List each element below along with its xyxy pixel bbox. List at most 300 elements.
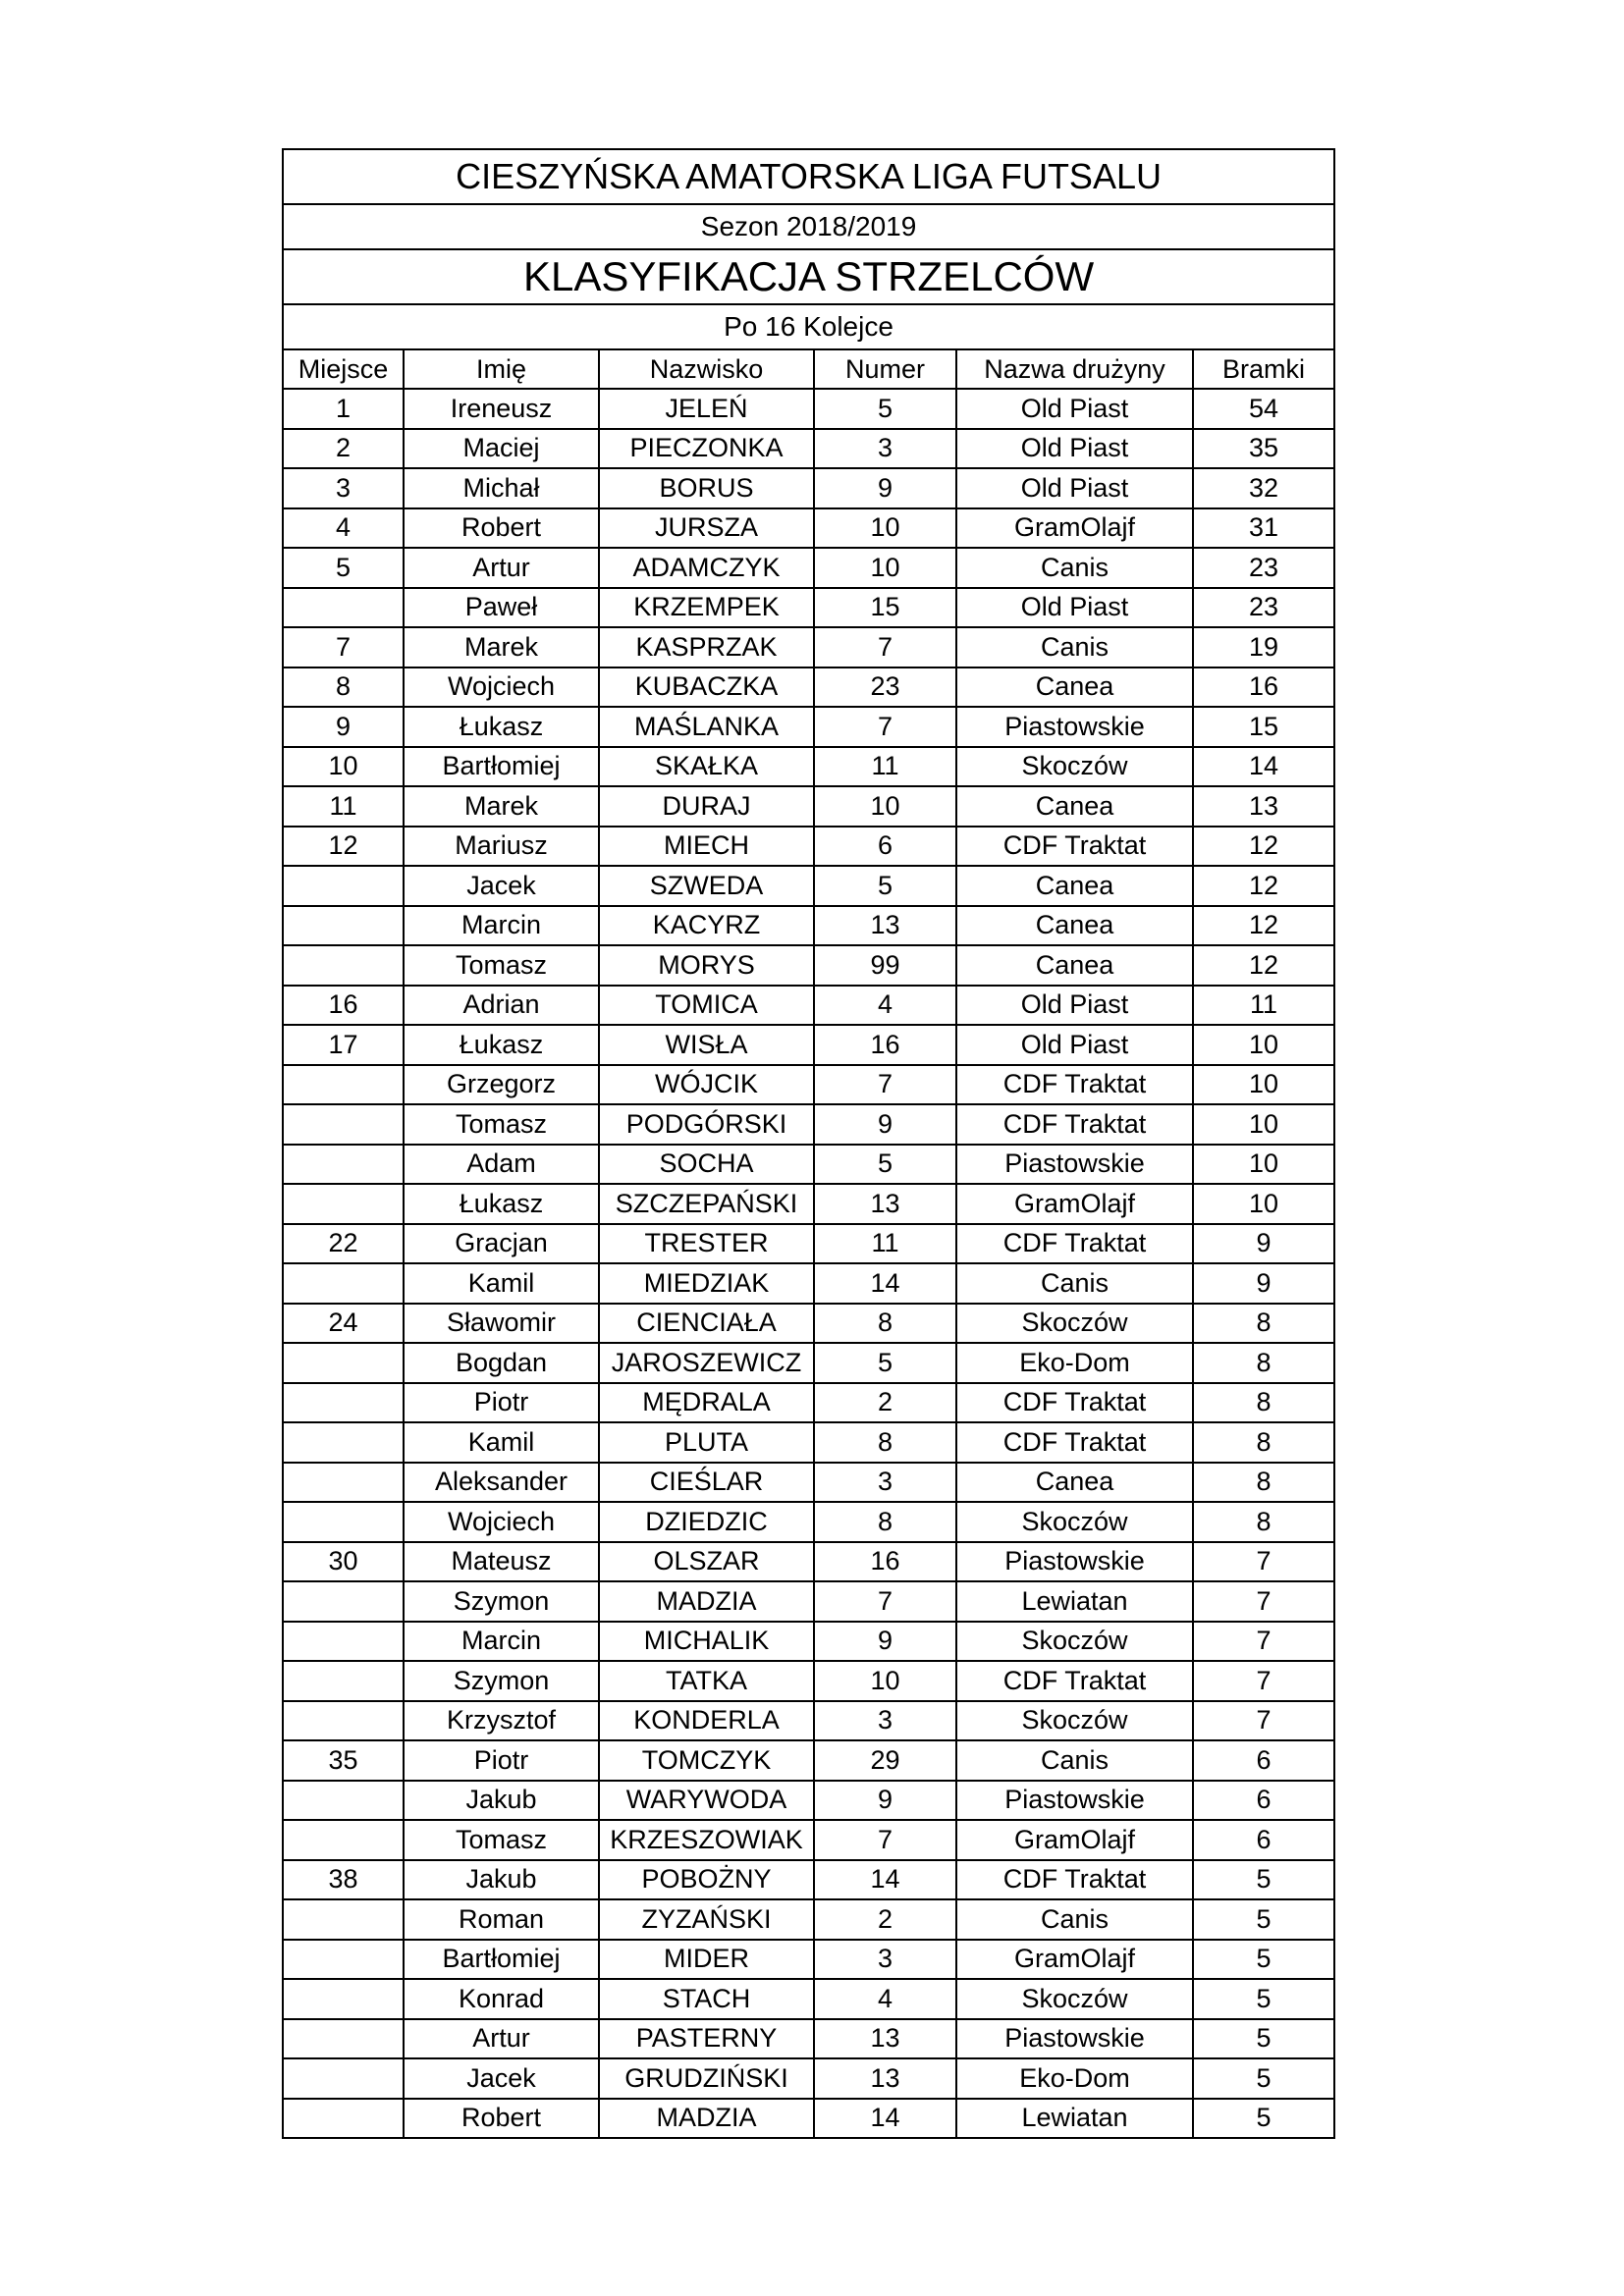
cell-team: GramOlajf xyxy=(956,1940,1193,1980)
cell-number: 10 xyxy=(814,1661,956,1701)
cell-number: 5 xyxy=(814,1145,956,1185)
cell-place xyxy=(283,2019,404,2059)
cell-goals: 5 xyxy=(1193,1860,1334,1900)
cell-number: 10 xyxy=(814,786,956,827)
cell-last-name: WISŁA xyxy=(599,1025,814,1065)
cell-number: 3 xyxy=(814,1940,956,1980)
cell-first-name: Marek xyxy=(404,627,599,667)
column-header-last-name: Nazwisko xyxy=(599,349,814,389)
page-title: KLASYFIKACJA STRZELCÓW xyxy=(283,249,1334,304)
cell-place: 22 xyxy=(283,1224,404,1264)
table-row xyxy=(283,1184,1334,1224)
table-row xyxy=(283,508,1334,549)
cell-last-name: KRZESZOWIAK xyxy=(599,1820,814,1860)
cell-number: 16 xyxy=(814,1542,956,1582)
cell-last-name: JELEŃ xyxy=(599,389,814,429)
cell-goals: 23 xyxy=(1193,588,1334,628)
table-row xyxy=(283,906,1334,946)
cell-place xyxy=(283,1502,404,1542)
cell-goals: 7 xyxy=(1193,1542,1334,1582)
table-row xyxy=(283,389,1334,429)
title-row xyxy=(283,249,1334,304)
cell-place: 16 xyxy=(283,986,404,1026)
cell-place: 24 xyxy=(283,1304,404,1344)
cell-team: Old Piast xyxy=(956,389,1193,429)
cell-place: 11 xyxy=(283,786,404,827)
cell-place: 1 xyxy=(283,389,404,429)
cell-team: CDF Traktat xyxy=(956,1422,1193,1463)
cell-place: 5 xyxy=(283,548,404,588)
table-row xyxy=(283,945,1334,986)
cell-goals: 8 xyxy=(1193,1304,1334,1344)
cell-goals: 19 xyxy=(1193,627,1334,667)
cell-goals: 13 xyxy=(1193,786,1334,827)
cell-place: 12 xyxy=(283,827,404,867)
cell-team: CDF Traktat xyxy=(956,1860,1193,1900)
table-row xyxy=(283,1820,1334,1860)
table-row xyxy=(283,1104,1334,1145)
cell-last-name: OLSZAR xyxy=(599,1542,814,1582)
cell-number: 9 xyxy=(814,1104,956,1145)
table-body xyxy=(283,149,1334,2138)
cell-place xyxy=(283,2058,404,2099)
cell-first-name: Tomasz xyxy=(404,945,599,986)
cell-last-name: ADAMCZYK xyxy=(599,548,814,588)
cell-team: CDF Traktat xyxy=(956,1661,1193,1701)
cell-number: 6 xyxy=(814,827,956,867)
cell-last-name: KACYRZ xyxy=(599,906,814,946)
table-row xyxy=(283,1940,1334,1980)
cell-team: Old Piast xyxy=(956,429,1193,469)
cell-place: 4 xyxy=(283,508,404,549)
cell-first-name: Jakub xyxy=(404,1860,599,1900)
cell-last-name: MIECH xyxy=(599,827,814,867)
cell-last-name: GRUDZIŃSKI xyxy=(599,2058,814,2099)
season-row xyxy=(283,204,1334,249)
cell-team: Piastowskie xyxy=(956,2019,1193,2059)
cell-team: Canis xyxy=(956,1263,1193,1304)
cell-place: 17 xyxy=(283,1025,404,1065)
cell-goals: 8 xyxy=(1193,1383,1334,1423)
table-row xyxy=(283,1581,1334,1622)
cell-goals: 10 xyxy=(1193,1065,1334,1105)
cell-first-name: Jacek xyxy=(404,866,599,906)
cell-goals: 10 xyxy=(1193,1184,1334,1224)
cell-place xyxy=(283,1622,404,1662)
cell-team: Skoczów xyxy=(956,1979,1193,2019)
cell-place xyxy=(283,588,404,628)
table-row xyxy=(283,707,1334,747)
cell-last-name: TOMICA xyxy=(599,986,814,1026)
cell-team: CDF Traktat xyxy=(956,1383,1193,1423)
cell-number: 4 xyxy=(814,1979,956,2019)
column-header-row xyxy=(283,349,1334,389)
cell-first-name: Michał xyxy=(404,468,599,508)
cell-number: 7 xyxy=(814,707,956,747)
table-row xyxy=(283,1224,1334,1264)
cell-first-name: Marcin xyxy=(404,906,599,946)
cell-number: 3 xyxy=(814,429,956,469)
table-row xyxy=(283,667,1334,708)
table-row xyxy=(283,1025,1334,1065)
cell-last-name: JURSZA xyxy=(599,508,814,549)
table-row xyxy=(283,627,1334,667)
column-header-number: Numer xyxy=(814,349,956,389)
cell-goals: 10 xyxy=(1193,1025,1334,1065)
cell-last-name: CIEŚLAR xyxy=(599,1463,814,1503)
cell-team: Lewiatan xyxy=(956,2099,1193,2139)
table-row xyxy=(283,1740,1334,1781)
cell-goals: 5 xyxy=(1193,2058,1334,2099)
cell-team: Canea xyxy=(956,786,1193,827)
cell-number: 8 xyxy=(814,1304,956,1344)
cell-team: Lewiatan xyxy=(956,1581,1193,1622)
cell-place xyxy=(283,1899,404,1940)
cell-goals: 10 xyxy=(1193,1145,1334,1185)
table-row xyxy=(283,1145,1334,1185)
cell-first-name: Wojciech xyxy=(404,1502,599,1542)
cell-last-name: SZCZEPAŃSKI xyxy=(599,1184,814,1224)
table-row xyxy=(283,1701,1334,1741)
cell-goals: 5 xyxy=(1193,1979,1334,2019)
cell-goals: 7 xyxy=(1193,1661,1334,1701)
cell-place: 10 xyxy=(283,747,404,787)
cell-last-name: DURAJ xyxy=(599,786,814,827)
column-header-first-name: Imię xyxy=(404,349,599,389)
cell-goals: 31 xyxy=(1193,508,1334,549)
cell-last-name: MIEDZIAK xyxy=(599,1263,814,1304)
cell-first-name: Mateusz xyxy=(404,1542,599,1582)
cell-first-name: Szymon xyxy=(404,1661,599,1701)
table-row xyxy=(283,827,1334,867)
cell-first-name: Marcin xyxy=(404,1622,599,1662)
cell-team: Skoczów xyxy=(956,1622,1193,1662)
cell-number: 13 xyxy=(814,1184,956,1224)
table-row xyxy=(283,1422,1334,1463)
table-row xyxy=(283,1463,1334,1503)
column-header-team: Nazwa drużyny xyxy=(956,349,1193,389)
table-row xyxy=(283,747,1334,787)
cell-last-name: POBOŻNY xyxy=(599,1860,814,1900)
cell-place xyxy=(283,1343,404,1383)
table-row xyxy=(283,2019,1334,2059)
cell-last-name: MADZIA xyxy=(599,2099,814,2139)
table-row xyxy=(283,1304,1334,1344)
cell-team: Piastowskie xyxy=(956,1145,1193,1185)
cell-place xyxy=(283,1463,404,1503)
cell-first-name: Aleksander xyxy=(404,1463,599,1503)
cell-place xyxy=(283,1263,404,1304)
cell-goals: 10 xyxy=(1193,1104,1334,1145)
table-row xyxy=(283,986,1334,1026)
cell-first-name: Roman xyxy=(404,1899,599,1940)
cell-first-name: Gracjan xyxy=(404,1224,599,1264)
cell-first-name: Robert xyxy=(404,508,599,549)
cell-last-name: MIDER xyxy=(599,1940,814,1980)
cell-first-name: Jacek xyxy=(404,2058,599,2099)
cell-last-name: PIECZONKA xyxy=(599,429,814,469)
cell-number: 7 xyxy=(814,1820,956,1860)
cell-place xyxy=(283,1820,404,1860)
cell-number: 13 xyxy=(814,2058,956,2099)
cell-last-name: WÓJCIK xyxy=(599,1065,814,1105)
cell-goals: 5 xyxy=(1193,2099,1334,2139)
cell-place xyxy=(283,1661,404,1701)
cell-goals: 6 xyxy=(1193,1740,1334,1781)
table-row xyxy=(283,1502,1334,1542)
cell-goals: 15 xyxy=(1193,707,1334,747)
cell-last-name: TOMCZYK xyxy=(599,1740,814,1781)
table-row xyxy=(283,1979,1334,2019)
table-row xyxy=(283,548,1334,588)
cell-first-name: Adam xyxy=(404,1145,599,1185)
cell-place xyxy=(283,2099,404,2139)
cell-team: Skoczów xyxy=(956,1701,1193,1741)
cell-number: 5 xyxy=(814,866,956,906)
cell-last-name: SZWEDA xyxy=(599,866,814,906)
cell-place: 35 xyxy=(283,1740,404,1781)
cell-last-name: WARYWODA xyxy=(599,1781,814,1821)
cell-place: 30 xyxy=(283,1542,404,1582)
cell-team: Old Piast xyxy=(956,588,1193,628)
cell-number: 7 xyxy=(814,1581,956,1622)
table-row xyxy=(283,1781,1334,1821)
cell-team: Old Piast xyxy=(956,1025,1193,1065)
cell-number: 5 xyxy=(814,1343,956,1383)
table-row xyxy=(283,1065,1334,1105)
cell-team: CDF Traktat xyxy=(956,827,1193,867)
cell-goals: 7 xyxy=(1193,1622,1334,1662)
cell-place xyxy=(283,1104,404,1145)
cell-place xyxy=(283,906,404,946)
cell-first-name: Bartłomiej xyxy=(404,747,599,787)
cell-last-name: KONDERLA xyxy=(599,1701,814,1741)
cell-first-name: Mariusz xyxy=(404,827,599,867)
cell-first-name: Jakub xyxy=(404,1781,599,1821)
cell-first-name: Artur xyxy=(404,2019,599,2059)
cell-first-name: Szymon xyxy=(404,1581,599,1622)
cell-team: Canea xyxy=(956,906,1193,946)
cell-team: Eko-Dom xyxy=(956,1343,1193,1383)
cell-team: Piastowskie xyxy=(956,1542,1193,1582)
cell-goals: 12 xyxy=(1193,906,1334,946)
cell-first-name: Kamil xyxy=(404,1422,599,1463)
cell-number: 99 xyxy=(814,945,956,986)
cell-place xyxy=(283,945,404,986)
cell-first-name: Bogdan xyxy=(404,1343,599,1383)
cell-last-name: SKAŁKA xyxy=(599,747,814,787)
cell-team: Skoczów xyxy=(956,1304,1193,1344)
cell-first-name: Łukasz xyxy=(404,1184,599,1224)
cell-number: 29 xyxy=(814,1740,956,1781)
cell-team: Old Piast xyxy=(956,468,1193,508)
cell-goals: 35 xyxy=(1193,429,1334,469)
cell-last-name: MORYS xyxy=(599,945,814,986)
cell-number: 9 xyxy=(814,468,956,508)
cell-first-name: Piotr xyxy=(404,1740,599,1781)
cell-goals: 23 xyxy=(1193,548,1334,588)
cell-last-name: MAŚLANKA xyxy=(599,707,814,747)
cell-first-name: Konrad xyxy=(404,1979,599,2019)
cell-team: Skoczów xyxy=(956,747,1193,787)
cell-last-name: SOCHA xyxy=(599,1145,814,1185)
cell-number: 14 xyxy=(814,1263,956,1304)
table-row xyxy=(283,1263,1334,1304)
cell-number: 10 xyxy=(814,548,956,588)
cell-team: Canea xyxy=(956,1463,1193,1503)
cell-place: 9 xyxy=(283,707,404,747)
cell-team: Piastowskie xyxy=(956,707,1193,747)
table-row xyxy=(283,1661,1334,1701)
cell-number: 16 xyxy=(814,1025,956,1065)
cell-number: 15 xyxy=(814,588,956,628)
round-row xyxy=(283,304,1334,349)
table-row xyxy=(283,1383,1334,1423)
cell-place xyxy=(283,1781,404,1821)
cell-place: 2 xyxy=(283,429,404,469)
cell-team: Canis xyxy=(956,1899,1193,1940)
table-row xyxy=(283,2058,1334,2099)
cell-team: GramOlajf xyxy=(956,508,1193,549)
cell-last-name: STACH xyxy=(599,1979,814,2019)
cell-number: 10 xyxy=(814,508,956,549)
cell-first-name: Krzysztof xyxy=(404,1701,599,1741)
cell-team: Canis xyxy=(956,548,1193,588)
cell-goals: 8 xyxy=(1193,1422,1334,1463)
cell-number: 11 xyxy=(814,747,956,787)
cell-number: 9 xyxy=(814,1622,956,1662)
cell-team: CDF Traktat xyxy=(956,1224,1193,1264)
cell-goals: 7 xyxy=(1193,1701,1334,1741)
season-label: Sezon 2018/2019 xyxy=(283,204,1334,249)
cell-goals: 11 xyxy=(1193,986,1334,1026)
table-row xyxy=(283,588,1334,628)
cell-team: GramOlajf xyxy=(956,1184,1193,1224)
cell-team: Eko-Dom xyxy=(956,2058,1193,2099)
cell-team: CDF Traktat xyxy=(956,1065,1193,1105)
cell-number: 2 xyxy=(814,1899,956,1940)
cell-goals: 9 xyxy=(1193,1224,1334,1264)
cell-place: 7 xyxy=(283,627,404,667)
cell-goals: 54 xyxy=(1193,389,1334,429)
cell-number: 2 xyxy=(814,1383,956,1423)
cell-last-name: DZIEDZIC xyxy=(599,1502,814,1542)
cell-first-name: Kamil xyxy=(404,1263,599,1304)
cell-last-name: BORUS xyxy=(599,468,814,508)
cell-last-name: KASPRZAK xyxy=(599,627,814,667)
cell-goals: 32 xyxy=(1193,468,1334,508)
cell-last-name: KUBACZKA xyxy=(599,667,814,708)
table-row xyxy=(283,429,1334,469)
league-row xyxy=(283,149,1334,204)
cell-last-name: CIENCIAŁA xyxy=(599,1304,814,1344)
cell-team: Old Piast xyxy=(956,986,1193,1026)
cell-number: 8 xyxy=(814,1502,956,1542)
cell-team: Canis xyxy=(956,1740,1193,1781)
cell-place: 38 xyxy=(283,1860,404,1900)
cell-last-name: MĘDRALA xyxy=(599,1383,814,1423)
cell-goals: 16 xyxy=(1193,667,1334,708)
cell-first-name: Sławomir xyxy=(404,1304,599,1344)
cell-first-name: Robert xyxy=(404,2099,599,2139)
table-row xyxy=(283,2099,1334,2139)
cell-last-name: PLUTA xyxy=(599,1422,814,1463)
cell-last-name: ZYZAŃSKI xyxy=(599,1899,814,1940)
column-header-goals: Bramki xyxy=(1193,349,1334,389)
cell-place xyxy=(283,1701,404,1741)
cell-team: GramOlajf xyxy=(956,1820,1193,1860)
scorers-sheet xyxy=(282,148,1333,2139)
table-row xyxy=(283,786,1334,827)
cell-number: 23 xyxy=(814,667,956,708)
cell-number: 4 xyxy=(814,986,956,1026)
cell-first-name: Tomasz xyxy=(404,1104,599,1145)
cell-team: Canis xyxy=(956,627,1193,667)
cell-last-name: TATKA xyxy=(599,1661,814,1701)
cell-team: Canea xyxy=(956,667,1193,708)
cell-last-name: JAROSZEWICZ xyxy=(599,1343,814,1383)
cell-goals: 14 xyxy=(1193,747,1334,787)
cell-place xyxy=(283,866,404,906)
cell-first-name: Maciej xyxy=(404,429,599,469)
cell-place xyxy=(283,1940,404,1980)
cell-first-name: Adrian xyxy=(404,986,599,1026)
cell-place: 3 xyxy=(283,468,404,508)
cell-number: 13 xyxy=(814,2019,956,2059)
cell-goals: 6 xyxy=(1193,1781,1334,1821)
cell-place xyxy=(283,1581,404,1622)
round-label: Po 16 Kolejce xyxy=(283,304,1334,349)
cell-team: CDF Traktat xyxy=(956,1104,1193,1145)
cell-last-name: KRZEMPEK xyxy=(599,588,814,628)
table-row xyxy=(283,1622,1334,1662)
table-row xyxy=(283,1542,1334,1582)
cell-place xyxy=(283,1065,404,1105)
cell-goals: 6 xyxy=(1193,1820,1334,1860)
column-header-place: Miejsce xyxy=(283,349,404,389)
cell-last-name: TRESTER xyxy=(599,1224,814,1264)
cell-number: 7 xyxy=(814,1065,956,1105)
cell-first-name: Łukasz xyxy=(404,707,599,747)
cell-number: 9 xyxy=(814,1781,956,1821)
cell-first-name: Bartłomiej xyxy=(404,1940,599,1980)
cell-goals: 12 xyxy=(1193,866,1334,906)
table-row xyxy=(283,866,1334,906)
cell-goals: 7 xyxy=(1193,1581,1334,1622)
cell-number: 14 xyxy=(814,2099,956,2139)
cell-last-name: MICHALIK xyxy=(599,1622,814,1662)
cell-number: 5 xyxy=(814,389,956,429)
cell-number: 11 xyxy=(814,1224,956,1264)
cell-place xyxy=(283,1145,404,1185)
cell-number: 14 xyxy=(814,1860,956,1900)
cell-first-name: Ireneusz xyxy=(404,389,599,429)
cell-place xyxy=(283,1184,404,1224)
cell-place xyxy=(283,1422,404,1463)
cell-team: Piastowskie xyxy=(956,1781,1193,1821)
cell-goals: 5 xyxy=(1193,2019,1334,2059)
scorers-table xyxy=(282,148,1335,2139)
cell-goals: 8 xyxy=(1193,1502,1334,1542)
cell-number: 3 xyxy=(814,1701,956,1741)
cell-goals: 8 xyxy=(1193,1343,1334,1383)
cell-first-name: Piotr xyxy=(404,1383,599,1423)
cell-number: 3 xyxy=(814,1463,956,1503)
cell-first-name: Grzegorz xyxy=(404,1065,599,1105)
cell-team: Skoczów xyxy=(956,1502,1193,1542)
cell-place xyxy=(283,1383,404,1423)
cell-place: 8 xyxy=(283,667,404,708)
